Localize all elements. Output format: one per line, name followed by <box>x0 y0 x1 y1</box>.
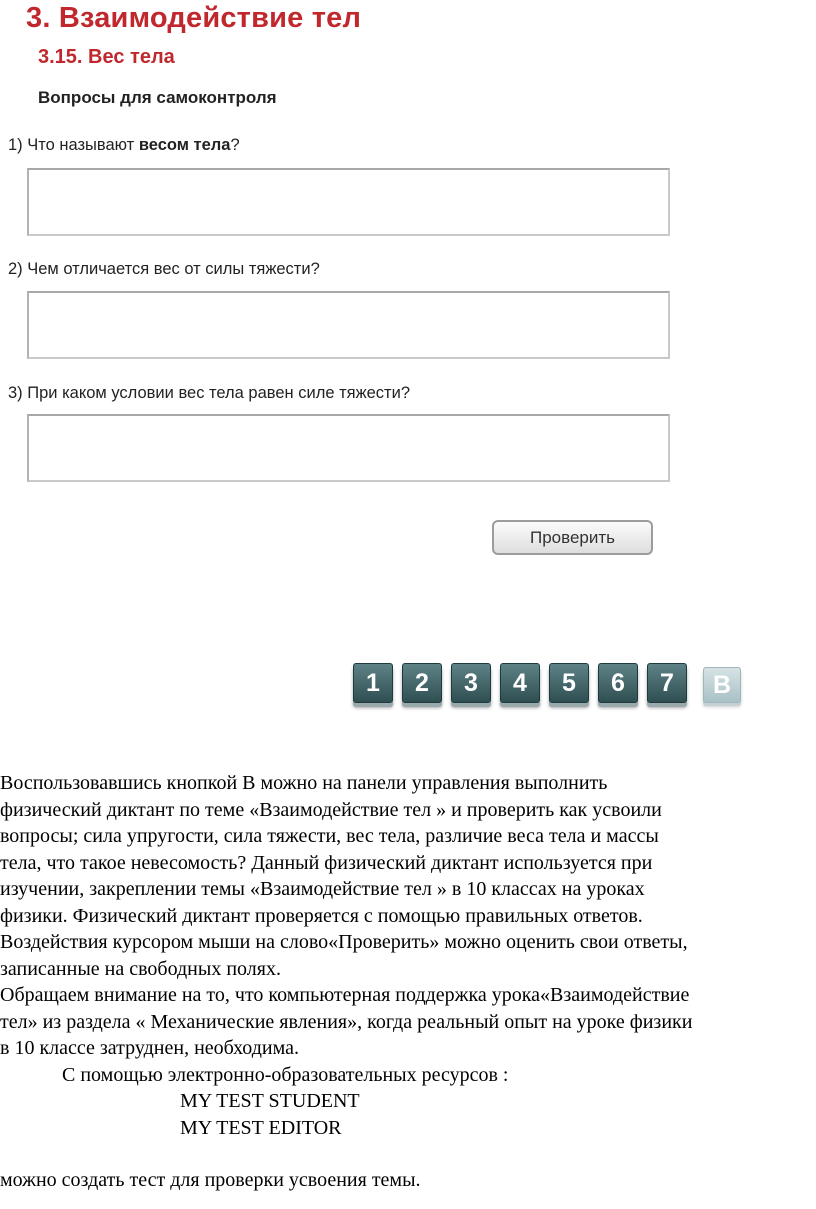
page-button-4[interactable]: 4 <box>500 663 540 703</box>
description-text <box>0 770 816 1194</box>
question-1-term: весом тела <box>138 136 231 154</box>
check-button[interactable]: Проверить <box>492 520 653 555</box>
page-button-6[interactable]: 6 <box>598 663 638 703</box>
page-button-5[interactable]: 5 <box>549 663 589 703</box>
question-1-suffix: ? <box>230 136 240 154</box>
page-button-3[interactable]: 3 <box>451 663 491 703</box>
section-heading: Вопросы для самоконтроля <box>38 88 277 107</box>
question-1 <box>8 136 240 155</box>
body-line: Воспользовавшись кнопкой В можно на панели управления выполнить <box>0 772 608 794</box>
body-line: физический диктант по теме «Взаимодействие тел » и проверить как усвоили <box>0 798 662 821</box>
page-button-7[interactable]: 7 <box>647 663 687 703</box>
closing-line: можно создать тест для проверки усвоения темы. <box>0 1169 421 1191</box>
page-title: 3. Взаимодействие тел <box>26 2 362 34</box>
body-line: тел» из раздела « Механические явления», когда реальный опыт на уроке физики <box>0 1010 693 1033</box>
resources-intro: С помощью электронно-образовательных ресурсов : <box>62 1063 509 1086</box>
answer-field-1[interactable] <box>27 168 670 236</box>
answer-field-2[interactable] <box>27 291 670 359</box>
spacer <box>0 1141 816 1167</box>
question-1-prefix: 1) Что называют <box>8 136 139 154</box>
body-line: вопросы; сила упругости, сила тяжести, вес тела, различие веса тела и массы <box>0 825 659 847</box>
body-line: физики. Физический диктант проверяется с помощью правильных ответов. <box>0 904 643 927</box>
answer-field-3[interactable] <box>27 414 670 482</box>
resource-item: MY TEST EDITOR <box>180 1116 342 1139</box>
body-line: изучении, закреплении темы «Взаимодействие тел » в 10 классах на уроках <box>0 878 645 900</box>
body-line: тела, что такое невесомость? Данный физический диктант используется при <box>0 851 653 874</box>
question-2: 2) Чем отличается вес от силы тяжести? <box>8 260 320 278</box>
body-line: Обращаем внимание на то, что компьютерная поддержка урока«Взаимодействие <box>0 984 690 1006</box>
body-line: Воздействия курсором мыши на слово«Проверить» можно оценить свои ответы, <box>0 931 688 953</box>
dictation-button-v[interactable]: В <box>703 667 741 703</box>
lesson-pager <box>353 663 753 707</box>
lesson-subtitle: 3.15. Вес тела <box>38 46 175 68</box>
page-button-1[interactable]: 1 <box>353 663 393 703</box>
resource-item: MY TEST STUDENT <box>180 1090 360 1112</box>
question-3: 3) При каком условии вес тела равен силе тяжести? <box>8 384 410 402</box>
body-line: в 10 классе затруднен, необходима. <box>0 1037 300 1059</box>
page-button-2[interactable]: 2 <box>402 663 442 703</box>
body-line: записанные на свободных полях. <box>0 957 281 980</box>
